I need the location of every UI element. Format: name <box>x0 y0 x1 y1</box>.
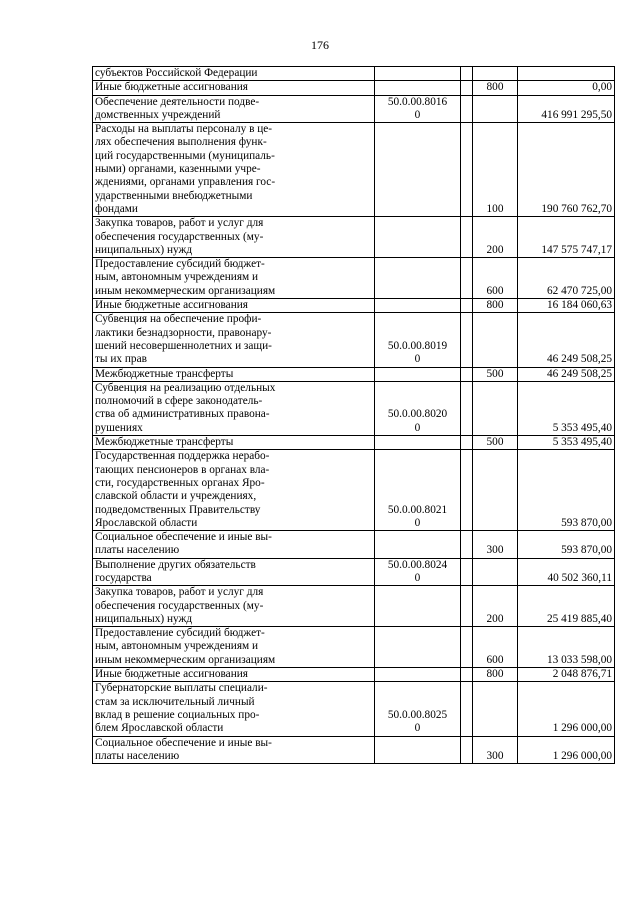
row-empty-cell <box>461 627 473 668</box>
table-row <box>93 450 615 531</box>
budget-table-body <box>93 67 615 764</box>
table-row <box>93 67 615 81</box>
row-amount: 16 184 060,63 <box>518 299 615 313</box>
row-amount: 46 249 508,25 <box>518 313 615 367</box>
row-expense-type: 100 <box>473 123 518 217</box>
row-code: 50.0.00.8016 0 <box>375 95 461 123</box>
table-row <box>93 217 615 258</box>
row-code <box>375 299 461 313</box>
row-amount: 0,00 <box>518 81 615 95</box>
row-amount: 46 249 508,25 <box>518 367 615 381</box>
row-amount: 147 575 747,17 <box>518 217 615 258</box>
row-amount: 25 419 885,40 <box>518 586 615 627</box>
row-empty-cell <box>461 531 473 559</box>
table-row <box>93 558 615 586</box>
table-row <box>93 531 615 559</box>
table-row <box>93 736 615 764</box>
row-expense-type: 600 <box>473 258 518 299</box>
row-code <box>375 627 461 668</box>
table-row <box>93 95 615 123</box>
row-code <box>375 586 461 627</box>
row-name: Социальное обеспечение и иные вы- платы населению <box>93 531 375 559</box>
row-name: Расходы на выплаты персоналу в це- лях обеспечения выполнения функ- ций государственными (муниципаль- ными) органами, казенными учре- ждениями, органами управления гос- ударственными внебюджетными фондами <box>93 123 375 217</box>
row-name: Закупка товаров, работ и услуг для обеспечения государственных (му- ниципальных) нужд <box>93 586 375 627</box>
row-code <box>375 123 461 217</box>
row-expense-type: 800 <box>473 81 518 95</box>
row-amount <box>518 67 615 81</box>
row-name: Иные бюджетные ассигнования <box>93 81 375 95</box>
table-row <box>93 123 615 217</box>
row-name: Предоставление субсидий бюджет- ным, автономным учреждениям и иным некоммерческим организациям <box>93 627 375 668</box>
row-empty-cell <box>461 81 473 95</box>
table-row <box>93 682 615 736</box>
row-name: Межбюджетные трансферты <box>93 436 375 450</box>
row-name: Субвенция на обеспечение профи- лактики безнадзорности, правонару- шений несовершеннолетних и защи- ты их прав <box>93 313 375 367</box>
row-amount: 5 353 495,40 <box>518 436 615 450</box>
row-expense-type: 500 <box>473 436 518 450</box>
row-name: субъектов Российской Федерации <box>93 67 375 81</box>
row-name: Иные бюджетные ассигнования <box>93 299 375 313</box>
row-amount: 5 353 495,40 <box>518 381 615 435</box>
page-number: 176 <box>311 38 329 52</box>
row-empty-cell <box>461 436 473 450</box>
row-expense-type <box>473 381 518 435</box>
table-row <box>93 258 615 299</box>
budget-table <box>92 66 615 764</box>
row-expense-type <box>473 682 518 736</box>
table-row <box>93 436 615 450</box>
row-expense-type <box>473 95 518 123</box>
row-empty-cell <box>461 586 473 627</box>
row-expense-type <box>473 67 518 81</box>
row-code <box>375 436 461 450</box>
row-empty-cell <box>461 217 473 258</box>
table-row <box>93 367 615 381</box>
row-amount: 62 470 725,00 <box>518 258 615 299</box>
table-row <box>93 81 615 95</box>
row-empty-cell <box>461 95 473 123</box>
row-empty-cell <box>461 258 473 299</box>
table-row <box>93 627 615 668</box>
row-name: Субвенция на реализацию отдельных полномочий в сфере законодатель- ства об административных правона- рушениях <box>93 381 375 435</box>
row-amount: 2 048 876,71 <box>518 668 615 682</box>
row-code: 50.0.00.8020 0 <box>375 381 461 435</box>
row-empty-cell <box>461 381 473 435</box>
row-code <box>375 531 461 559</box>
row-code <box>375 67 461 81</box>
row-code <box>375 217 461 258</box>
row-code <box>375 81 461 95</box>
row-code: 50.0.00.8021 0 <box>375 450 461 531</box>
row-expense-type <box>473 313 518 367</box>
row-code: 50.0.00.8024 0 <box>375 558 461 586</box>
row-empty-cell <box>461 668 473 682</box>
table-row <box>93 313 615 367</box>
row-expense-type <box>473 558 518 586</box>
row-expense-type: 300 <box>473 736 518 764</box>
row-empty-cell <box>461 367 473 381</box>
row-empty-cell <box>461 313 473 367</box>
row-name: Социальное обеспечение и иные вы- платы населению <box>93 736 375 764</box>
row-empty-cell <box>461 736 473 764</box>
row-amount: 13 033 598,00 <box>518 627 615 668</box>
row-name: Закупка товаров, работ и услуг для обеспечения государственных (му- ниципальных) нужд <box>93 217 375 258</box>
row-expense-type: 800 <box>473 668 518 682</box>
table-row <box>93 299 615 313</box>
row-expense-type <box>473 450 518 531</box>
row-code: 50.0.00.8025 0 <box>375 682 461 736</box>
row-amount: 416 991 295,50 <box>518 95 615 123</box>
row-amount: 593 870,00 <box>518 450 615 531</box>
row-code <box>375 668 461 682</box>
row-empty-cell <box>461 299 473 313</box>
row-amount: 593 870,00 <box>518 531 615 559</box>
row-name: Выполнение других обязательств государства <box>93 558 375 586</box>
row-expense-type: 600 <box>473 627 518 668</box>
row-code <box>375 258 461 299</box>
row-code: 50.0.00.8019 0 <box>375 313 461 367</box>
row-name: Предоставление субсидий бюджет- ным, автономным учреждениям и иным некоммерческим организациям <box>93 258 375 299</box>
row-expense-type: 800 <box>473 299 518 313</box>
row-amount: 40 502 360,11 <box>518 558 615 586</box>
row-name: Межбюджетные трансферты <box>93 367 375 381</box>
row-expense-type: 500 <box>473 367 518 381</box>
table-row <box>93 668 615 682</box>
row-empty-cell <box>461 67 473 81</box>
table-row <box>93 381 615 435</box>
row-name: Иные бюджетные ассигнования <box>93 668 375 682</box>
table-row <box>93 586 615 627</box>
row-name: Губернаторские выплаты специали- стам за исключительный личный вклад в решение социальных про- блем Ярославской области <box>93 682 375 736</box>
row-name: Обеспечение деятельности подве- домственных учреждений <box>93 95 375 123</box>
row-amount: 190 760 762,70 <box>518 123 615 217</box>
row-amount: 1 296 000,00 <box>518 736 615 764</box>
row-code <box>375 736 461 764</box>
row-expense-type: 200 <box>473 217 518 258</box>
row-amount: 1 296 000,00 <box>518 682 615 736</box>
row-code <box>375 367 461 381</box>
row-name: Государственная поддержка нерабо- тающих пенсионеров в органах вла- сти, государственных органах Яро- славской области и учреждениях, подведомственных Правительству Ярославской области <box>93 450 375 531</box>
row-empty-cell <box>461 123 473 217</box>
row-expense-type: 200 <box>473 586 518 627</box>
row-expense-type: 300 <box>473 531 518 559</box>
row-empty-cell <box>461 682 473 736</box>
row-empty-cell <box>461 450 473 531</box>
row-empty-cell <box>461 558 473 586</box>
